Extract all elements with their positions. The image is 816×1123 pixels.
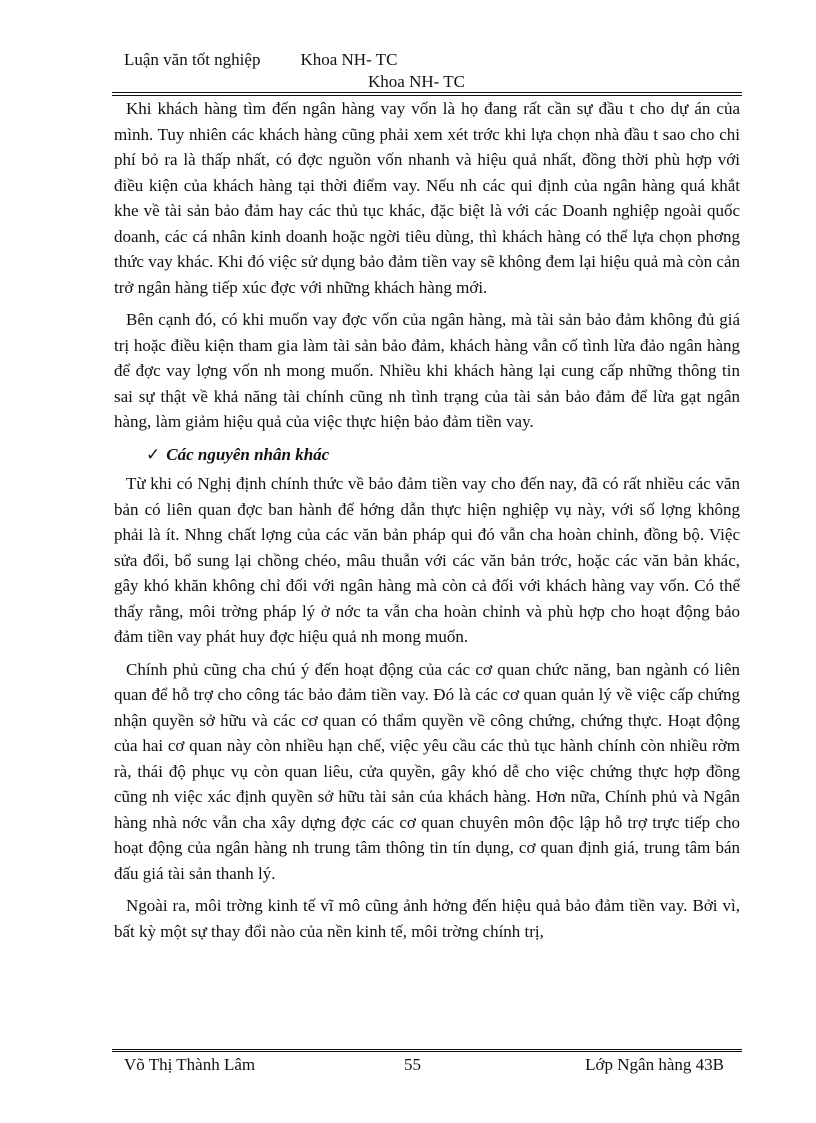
header-doc-title: Luận văn tốt nghiệp — [124, 50, 261, 69]
paragraph-3: Từ khi có Nghị định chính thức về bảo đảm tiền vay cho đến nay, đã có rất nhiều các văn bản có liên quan đợc ban hành để hớng dẫn thực hiện nghiệp vụ này, với số lợng không phải là ít. Nhng chất lợng của các văn bản pháp qui đó vẫn cha hoàn chỉnh, đồng bộ. Việc sửa đổi, bổ sung lại chồng chéo, mâu thuẫn với các văn bản trớc, hoặc các văn bản khác, gây khó khăn không chỉ đối với ngân hàng mà còn cả đối với khách hàng vay vốn. Có thể thấy rằng, môi trờng pháp lý ở nớc ta vẫn cha hoàn chỉnh và phù hợp cho hoạt động bảo đảm tiền vay phát huy đợc hiệu quả nh mong muốn. — [114, 474, 740, 646]
header-faculty-repeat: Khoa NH- TC — [368, 72, 465, 91]
body-text — [114, 96, 740, 951]
checkmark-icon: ✓ — [146, 444, 161, 464]
paragraph-4: Chính phủ cũng cha chú ý đến hoạt động của các cơ quan chức năng, ban ngành có liên quan để hỗ trợ cho công tác bảo đảm tiền vay. Đó là các cơ quan quản lý về việc cấp chứng nhận quyền sở hữu và các cơ quan có thẩm quyền về công chứng, chứng thực. Hoạt động của hai cơ quan này còn nhiều hạn chế, việc yêu cầu các thủ tục hành chính còn nhiều rờm rà, thái độ phục vụ còn quan liêu, cửa quyền, gây khó dễ cho việc chứng thực hợp đồng cũng nh việc xác định quyền sở hữu tài sản của khách hàng. Hơn nữa, Chính phủ và Ngân hàng nhà nớc vẫn cha xây dựng đợc các cơ quan chuyên môn độc lập hỗ trợ trực tiếp cho hoạt động của ngân hàng nh trung tâm thông tin tín dụng, cơ quan định giá, trung tâm bán đấu giá tài sản thanh lý. — [114, 659, 740, 883]
footer-class-name: Lớp Ngân hàng 43B — [585, 1055, 724, 1074]
paragraph-5: Ngoài ra, môi trờng kinh tế vĩ mô cũng ảnh hởng đến hiệu quả bảo đảm tiền vay. Bởi vì, bất kỳ một sự thay đổi nào của nền kinh tế, môi trờng chính trị, — [114, 896, 740, 941]
running-footer — [124, 1055, 724, 1079]
subheading-text: Các nguyên nhân khác — [166, 444, 330, 464]
paragraph-1: Khi khách hàng tìm đến ngân hàng vay vốn là họ đang rất cần sự đầu t cho dự án của mình. Tuy nhiên các khách hàng cũng phải xem xét trớc khi lựa chọn nhà đầu t sao cho chi phí bỏ ra là thấp nhất, có đợc nguồn vốn nhanh và hiệu quả nhất, đồng thời phù hợp với điều kiện của khách hàng tại thời điểm vay. Nếu nh các qui định của ngân hàng quá khắt khe về tài sản bảo đảm hay các thủ tục khác, đặc biệt là với các Doanh nghiệp ngoài quốc doanh, các cá nhân kinh doanh hoặc ngời tiêu dùng, thì khách hàng có thể lựa chọn phơng thức vay khác. Khi đó việc sử dụng bảo đảm tiền vay sẽ không đem lại hiệu quả mà còn cản trở ngân hàng tiếp xúc đợc với những khách hàng mới. — [114, 99, 741, 297]
footer-author: Võ Thị Thành Lâm — [124, 1055, 256, 1074]
header-faculty: Khoa NH- TC — [300, 50, 398, 69]
running-header — [124, 50, 397, 70]
paragraph-2: Bên cạnh đó, có khi muốn vay đợc vốn của ngân hàng, mà tài sản bảo đảm không đủ giá trị hoặc điều kiện tham gia làm tài sản bảo đảm, khách hàng vẫn cố tình lừa đảo ngân hàng để đợc vay lợng vốn nh mong muốn. Nhiều khi khách hàng lại cung cấp những thông tin sai sự thật về khả năng tài chính cũng nh tình trạng của tài sản bảo đảm để lừa gạt ngân hàng, làm giảm hiệu quả của việc thực hiện bảo đảm tiền vay. — [114, 310, 740, 431]
subheading — [114, 442, 740, 468]
footer-page-number: 55 — [404, 1055, 421, 1074]
